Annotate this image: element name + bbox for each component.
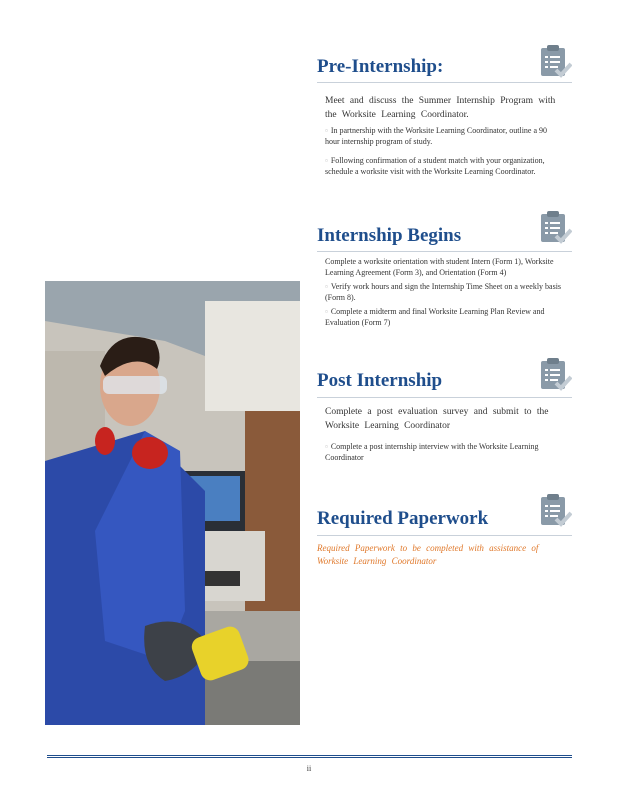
section-heading: Internship Begins (317, 225, 462, 246)
section-internship-begins (317, 220, 572, 350)
bullet-paragraph (325, 441, 562, 463)
section-rule (317, 535, 572, 536)
clipboard-check-icon (538, 357, 572, 393)
bullet-icon: ▫ (325, 282, 328, 291)
paragraph-text: In partnership with the Worksite Learning Coordinator, outline a 90 hour internship program of study. (325, 126, 548, 146)
clipboard-check-icon (538, 44, 572, 80)
paragraph-text: Following confirmation of a student match with your organization, schedule a worksite visit with the Worksite Learning Coordinator. (325, 156, 545, 176)
section-post-internship (317, 365, 572, 485)
paragraph: Meet and discuss the Summer Internship Program with the Worksite Learning Coordinator. (325, 96, 556, 120)
section-body (325, 256, 562, 331)
bullet-paragraph (325, 281, 562, 303)
section-rule (317, 251, 572, 252)
required-paperwork-note: Required Paperwork to be completed with assistance of Worksite Learning Coordinator (317, 543, 539, 566)
worker-photo (45, 281, 300, 725)
paragraph: Complete a post evaluation survey and submit to the Worksite Learning Coordinator (325, 407, 549, 431)
section-body (325, 94, 562, 180)
section-heading: Required Paperwork (317, 508, 489, 529)
footer-rule (47, 755, 572, 756)
bullet-paragraph (325, 155, 562, 177)
paragraph-text: Complete a midterm and final Worksite Learning Plan Review and Evaluation (Form 7) (325, 307, 545, 327)
footer-rule (47, 757, 572, 758)
bullet-icon: ▫ (325, 307, 328, 316)
section-body (325, 405, 562, 466)
clipboard-check-icon (538, 210, 572, 246)
page-number: ii (306, 764, 312, 773)
bullet-icon: ▫ (325, 156, 328, 165)
section-pre-internship (317, 50, 572, 200)
section-required-paperwork (317, 505, 572, 585)
bullet-paragraph (325, 306, 562, 328)
section-heading: Pre-Internship: (317, 56, 444, 77)
clipboard-check-icon (538, 493, 572, 529)
section-rule (317, 397, 572, 398)
bullet-icon: ▫ (325, 126, 328, 135)
section-rule (317, 82, 572, 83)
paragraph-text: Complete a post internship interview with the Worksite Learning Coordinator (325, 442, 539, 462)
worker-illustration (45, 281, 300, 725)
bullet-icon: ▫ (325, 442, 328, 451)
paragraph-text: Verify work hours and sign the Internship Time Sheet on a weekly basis (Form 8). (325, 282, 562, 302)
section-heading: Post Internship (317, 370, 443, 391)
bullet-paragraph (325, 125, 562, 147)
paragraph: Complete a worksite orientation with student Intern (Form 1), Worksite Learning Agreement (Form 3), and Orientation (Form 4) (325, 257, 554, 277)
